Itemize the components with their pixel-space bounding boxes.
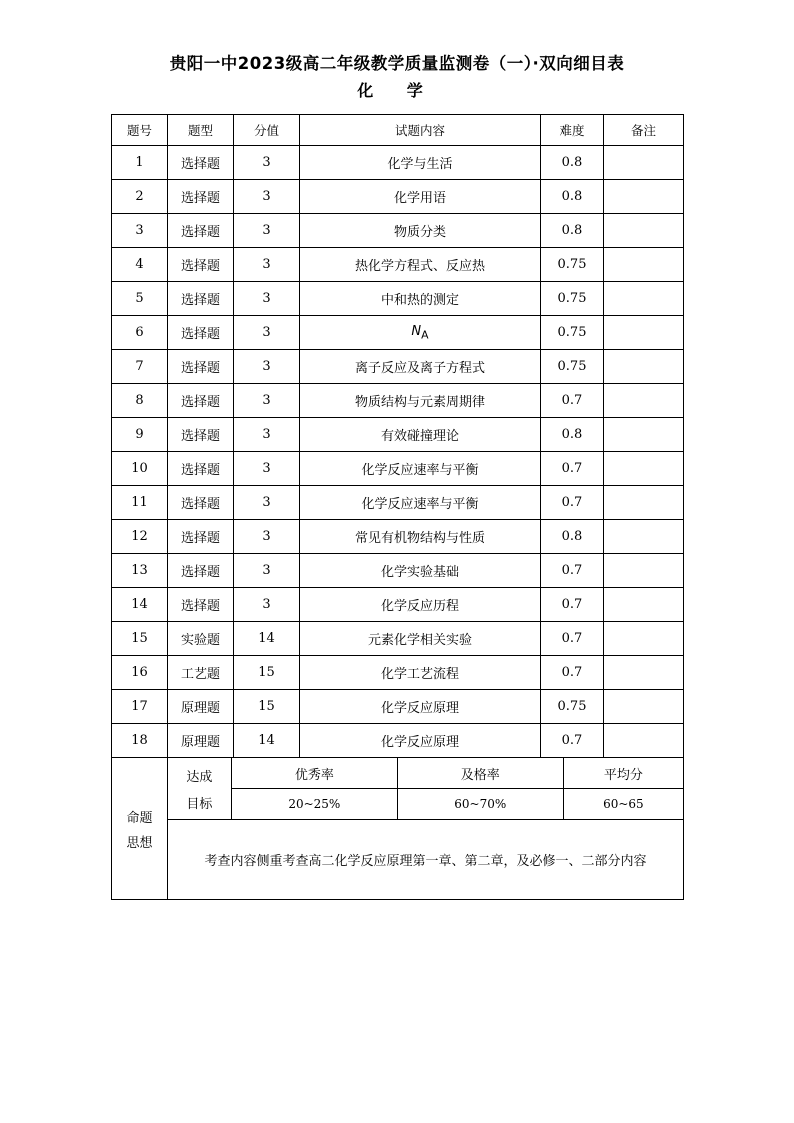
row-note bbox=[604, 554, 684, 588]
row-score: 14 bbox=[234, 724, 300, 758]
table-row bbox=[112, 588, 684, 622]
proposition-thought-label bbox=[112, 758, 168, 900]
row-score: 3 bbox=[234, 520, 300, 554]
row-note bbox=[604, 452, 684, 486]
header-type: 题型 bbox=[168, 115, 234, 146]
row-note bbox=[604, 214, 684, 248]
row-content: 元素化学相关实验 bbox=[300, 622, 541, 656]
row-type: 选择题 bbox=[168, 520, 234, 554]
row-note bbox=[604, 316, 684, 350]
target-cell bbox=[168, 758, 684, 820]
row-num: 18 bbox=[112, 724, 168, 758]
row-score: 3 bbox=[234, 384, 300, 418]
pass-rate-value: 60~70% bbox=[397, 789, 563, 820]
row-content: 化学反应速率与平衡 bbox=[300, 452, 541, 486]
row-score: 3 bbox=[234, 554, 300, 588]
row-num: 4 bbox=[112, 248, 168, 282]
row-score: 3 bbox=[234, 180, 300, 214]
table-row bbox=[112, 282, 684, 316]
row-note bbox=[604, 486, 684, 520]
row-difficulty: 0.75 bbox=[541, 248, 604, 282]
table-row bbox=[112, 486, 684, 520]
table-row bbox=[112, 656, 684, 690]
row-note bbox=[604, 180, 684, 214]
row-note bbox=[604, 282, 684, 316]
row-content: 物质结构与元素周期律 bbox=[300, 384, 541, 418]
row-score: 3 bbox=[234, 486, 300, 520]
row-content: 化学工艺流程 bbox=[300, 656, 541, 690]
proposition-label-line2: 思想 bbox=[126, 835, 153, 851]
row-content: 化学实验基础 bbox=[300, 554, 541, 588]
row-num: 5 bbox=[112, 282, 168, 316]
row-score: 3 bbox=[234, 214, 300, 248]
row-difficulty: 0.75 bbox=[541, 282, 604, 316]
row-type: 原理题 bbox=[168, 690, 234, 724]
row-note bbox=[604, 520, 684, 554]
row-num: 2 bbox=[112, 180, 168, 214]
row-content: 中和热的测定 bbox=[300, 282, 541, 316]
row-note bbox=[604, 418, 684, 452]
row-score: 3 bbox=[234, 146, 300, 180]
row-type: 选择题 bbox=[168, 316, 234, 350]
row-difficulty: 0.7 bbox=[541, 384, 604, 418]
subject-title: 化 学 bbox=[357, 81, 437, 100]
target-label-line1: 达成 bbox=[186, 769, 213, 785]
row-type: 选择题 bbox=[168, 452, 234, 486]
row-content: 物质分类 bbox=[300, 214, 541, 248]
table-row bbox=[112, 146, 684, 180]
target-subtable bbox=[168, 758, 683, 819]
average-score-label: 平均分 bbox=[563, 758, 683, 789]
table-row bbox=[112, 214, 684, 248]
row-type: 选择题 bbox=[168, 146, 234, 180]
row-note bbox=[604, 588, 684, 622]
table-row bbox=[112, 418, 684, 452]
row-type: 选择题 bbox=[168, 282, 234, 316]
row-difficulty: 0.8 bbox=[541, 180, 604, 214]
row-type: 选择题 bbox=[168, 214, 234, 248]
table-row bbox=[112, 452, 684, 486]
row-content bbox=[300, 316, 541, 350]
row-difficulty: 0.7 bbox=[541, 724, 604, 758]
row-type: 工艺题 bbox=[168, 656, 234, 690]
row-num: 9 bbox=[112, 418, 168, 452]
row-content: 化学与生活 bbox=[300, 146, 541, 180]
row-score: 15 bbox=[234, 690, 300, 724]
row-num: 12 bbox=[112, 520, 168, 554]
table-row bbox=[112, 690, 684, 724]
row-difficulty: 0.8 bbox=[541, 418, 604, 452]
excellent-rate-label: 优秀率 bbox=[231, 758, 397, 789]
row-difficulty: 0.7 bbox=[541, 452, 604, 486]
target-label bbox=[168, 758, 231, 819]
row-note bbox=[604, 350, 684, 384]
table-row bbox=[112, 316, 684, 350]
row-score: 3 bbox=[234, 282, 300, 316]
spec-table bbox=[111, 114, 684, 900]
row-difficulty: 0.7 bbox=[541, 622, 604, 656]
row-type: 选择题 bbox=[168, 384, 234, 418]
row-num: 15 bbox=[112, 622, 168, 656]
row-num: 7 bbox=[112, 350, 168, 384]
table-row bbox=[112, 248, 684, 282]
row-score: 3 bbox=[234, 248, 300, 282]
row-content: 热化学方程式、反应热 bbox=[300, 248, 541, 282]
row-difficulty: 0.7 bbox=[541, 486, 604, 520]
row-note bbox=[604, 384, 684, 418]
row-num: 14 bbox=[112, 588, 168, 622]
row-content: 化学反应原理 bbox=[300, 690, 541, 724]
row-content: 化学反应原理 bbox=[300, 724, 541, 758]
row-num: 3 bbox=[112, 214, 168, 248]
row-type: 选择题 bbox=[168, 486, 234, 520]
row-num: 16 bbox=[112, 656, 168, 690]
excellent-rate-value: 20~25% bbox=[231, 789, 397, 820]
row-score: 3 bbox=[234, 588, 300, 622]
table-row bbox=[112, 520, 684, 554]
row-difficulty: 0.75 bbox=[541, 350, 604, 384]
row-difficulty: 0.8 bbox=[541, 146, 604, 180]
proposition-label-line1: 命题 bbox=[126, 810, 153, 826]
row-type: 选择题 bbox=[168, 350, 234, 384]
row-type: 选择题 bbox=[168, 248, 234, 282]
row-content: 化学用语 bbox=[300, 180, 541, 214]
table-row bbox=[112, 724, 684, 758]
row-difficulty: 0.8 bbox=[541, 214, 604, 248]
header-note: 备注 bbox=[604, 115, 684, 146]
row-content: 化学反应历程 bbox=[300, 588, 541, 622]
row-difficulty: 0.75 bbox=[541, 690, 604, 724]
header-difficulty: 难度 bbox=[541, 115, 604, 146]
row-num: 6 bbox=[112, 316, 168, 350]
table-row bbox=[112, 384, 684, 418]
row-num: 17 bbox=[112, 690, 168, 724]
row-difficulty: 0.7 bbox=[541, 656, 604, 690]
row-type: 选择题 bbox=[168, 554, 234, 588]
row-content: 有效碰撞理论 bbox=[300, 418, 541, 452]
average-score-value: 60~65 bbox=[603, 797, 644, 811]
row-score: 3 bbox=[234, 316, 300, 350]
row-score: 3 bbox=[234, 350, 300, 384]
row-type: 原理题 bbox=[168, 724, 234, 758]
row-difficulty: 0.7 bbox=[541, 588, 604, 622]
row-type: 实验题 bbox=[168, 622, 234, 656]
table-header-row bbox=[112, 115, 684, 146]
table-row bbox=[112, 554, 684, 588]
row-note bbox=[604, 724, 684, 758]
avogadro-subscript: A bbox=[421, 328, 429, 342]
pass-rate-label: 及格率 bbox=[397, 758, 563, 789]
row-num: 10 bbox=[112, 452, 168, 486]
row-difficulty: 0.75 bbox=[541, 316, 604, 350]
table-row bbox=[112, 180, 684, 214]
target-label-line2: 目标 bbox=[186, 796, 213, 812]
table-row bbox=[112, 350, 684, 384]
row-num: 11 bbox=[112, 486, 168, 520]
row-content: 常见有机物结构与性质 bbox=[300, 520, 541, 554]
thought-row bbox=[112, 820, 684, 900]
row-num: 1 bbox=[112, 146, 168, 180]
table-row bbox=[112, 622, 684, 656]
header-content: 试题内容 bbox=[300, 115, 541, 146]
row-note bbox=[604, 622, 684, 656]
row-type: 选择题 bbox=[168, 180, 234, 214]
row-note bbox=[604, 146, 684, 180]
row-difficulty: 0.8 bbox=[541, 520, 604, 554]
row-type: 选择题 bbox=[168, 418, 234, 452]
row-note bbox=[604, 248, 684, 282]
row-note bbox=[604, 690, 684, 724]
row-num: 8 bbox=[112, 384, 168, 418]
row-type: 选择题 bbox=[168, 588, 234, 622]
row-score: 3 bbox=[234, 418, 300, 452]
proposition-thought-text: 考查内容侧重考查高二化学反应原理第一章、第二章，及必修一、二部分内容 bbox=[168, 820, 684, 900]
header-score: 分值 bbox=[234, 115, 300, 146]
row-difficulty: 0.7 bbox=[541, 554, 604, 588]
row-content: 化学反应速率与平衡 bbox=[300, 486, 541, 520]
header-num: 题号 bbox=[112, 115, 168, 146]
row-note bbox=[604, 656, 684, 690]
row-content: 离子反应及离子方程式 bbox=[300, 350, 541, 384]
row-score: 3 bbox=[234, 452, 300, 486]
row-num: 13 bbox=[112, 554, 168, 588]
document-title: 贵阳一中2023级高二年级教学质量监测卷（一）·双向细目表 bbox=[169, 54, 625, 73]
target-row bbox=[112, 758, 684, 820]
row-score: 15 bbox=[234, 656, 300, 690]
avogadro-symbol: N bbox=[411, 323, 422, 339]
row-score: 14 bbox=[234, 622, 300, 656]
